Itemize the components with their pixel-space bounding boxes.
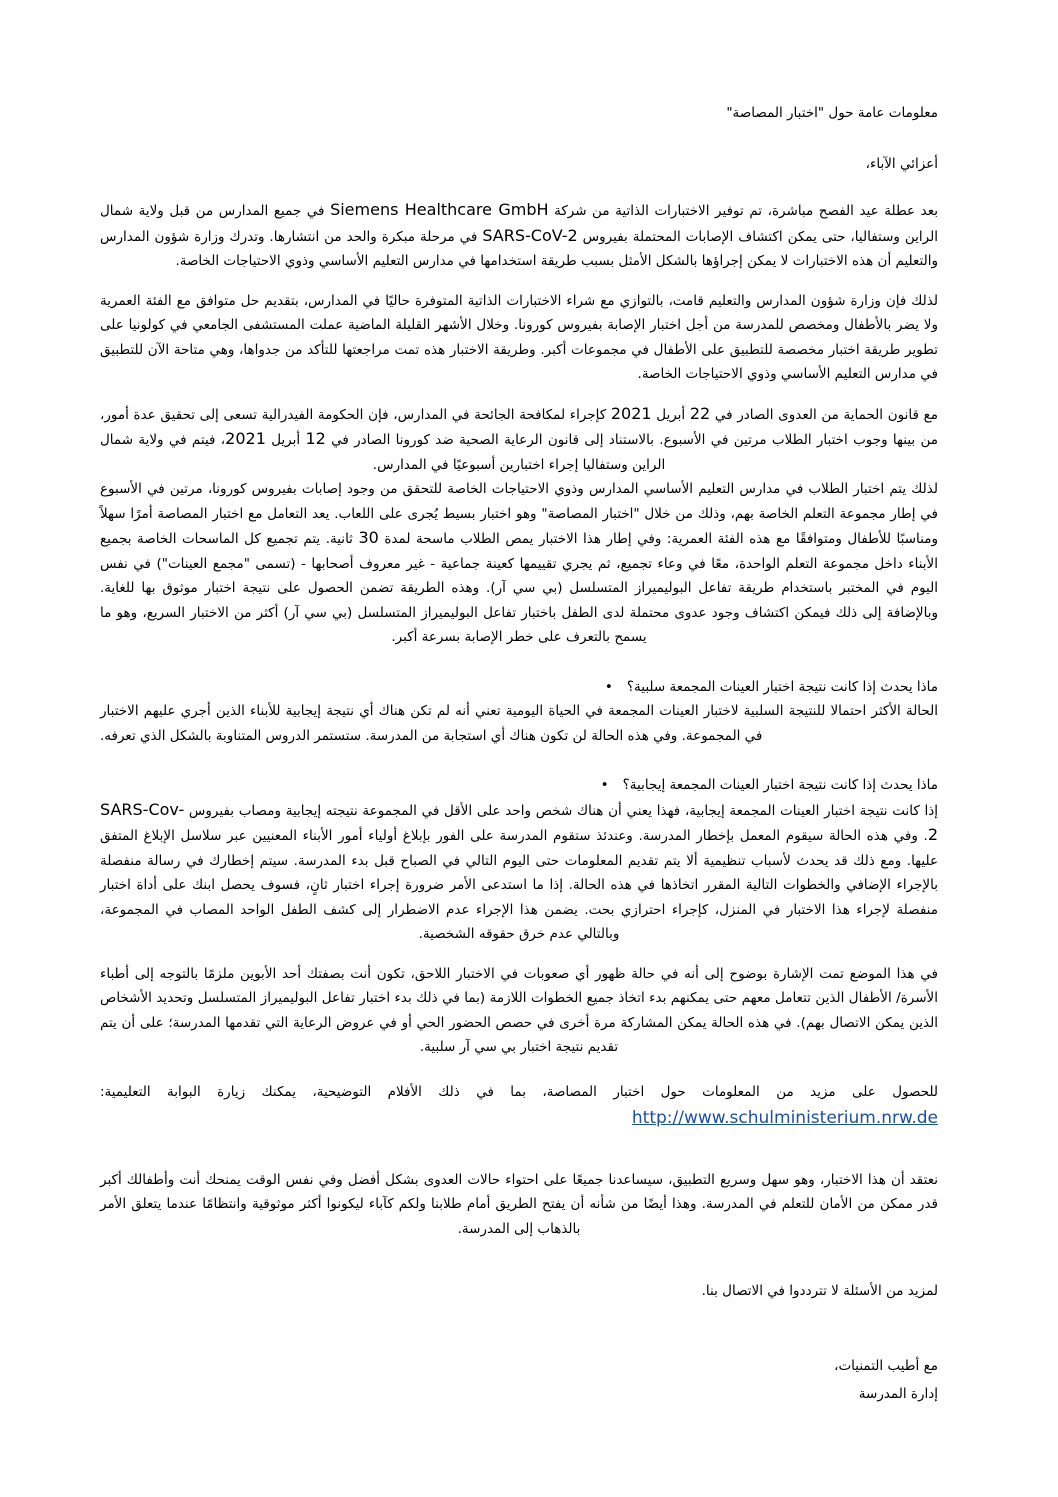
arabic-text-run: في مرحلة مبكرة والحد من انتشارها. وتدرك وزارة شؤون المدارس والتعليم أن هذه الاختبارات لا يمكن إجراؤها بالشكل الأمثل بسبب طريقة استخدامها في مدارس التعليم الأساسي وذوي الاحتياجات الخاصة. bbox=[100, 228, 938, 269]
arabic-text-run: لذلك يتم اختبار الطلاب في مدارس التعليم الأساسي المدارس وذوي الاحتياجات الخاصة للتحقق من وجود إصابات بفيروس كورونا، مرتين في الأسبوع في إطار مجموعة التعلم الخاصة بهم، وذلك من خلال "اختبار المصاصة" وهو اختبار بسيط يُجرى على اللعاب. يعد التعامل مع اختبار المصاصة أمرًا سهلاً ومناسبًا للأطفال ومتوافقًا مع هذه الفئة العمرية: وفي إطار هذا الاختبار يمص الطلاب ماسحة لمدة bbox=[100, 481, 938, 547]
paragraph-more-info: للحصول على مزيد من المعلومات حول اختبار المصاصة، بما في ذلك الأفلام التوضيحية، يمكنك زيارة البوابة التعليمية: bbox=[100, 1083, 938, 1100]
closing-line: مع أطيب التمنيات، bbox=[834, 1357, 938, 1374]
arabic-text-run: أبريل bbox=[651, 406, 690, 423]
paragraph-lollipop-method bbox=[100, 477, 938, 650]
latin-text-run: SARS-CoV-2 bbox=[482, 225, 578, 245]
paragraph-negative-answer: الحالة الأكثر احتمالا للنتيجة السلبية لاختبار العينات المجمعة في الحياة اليومية تعني أنه لم تكن هناك أي نتيجة إيجابية للأبناء الذين أجري عليهم الاختبار في المجموعة. وفي هذه الحالة لن تكون هناك أي استجابة من المدرسة. ستستمر الدروس المتناوبة بالشكل الذي تعرفه. bbox=[100, 703, 938, 744]
arabic-text-run: ثانية. يتم تجميع كل الماسحات الخاصة بجميع الأبناء داخل مجموعة التعلم الواحدة، معًا في وعاء تجميع، ثم يجري تقييمها كعينة جماعية - غير معروف أصحابها - (تسمى "مجمع العينات") في نفس اليوم في المختبر باستخدام طريقة تفاعل البوليميراز المتسلسل (بي سي آر). وهذه الطريقة تضمن الحصول على نتيجة اختبار موثوق بها للغاية. وبالإضافة إلى ذلك فيمكن اكتشاف وجود عدوى محتملة لدى الطفل باختبار تفاعل البوليميراز المتسلسل (بي سي آر) أكثر من الاختبار السريع، وهو ما يسمح بالتعرف على خطر الإصابة بسرعة أكبر. bbox=[100, 531, 938, 645]
paragraph-conclusion: نعتقد أن هذا الاختبار، وهو سهل وسريع التطبيق، سيساعدنا جميعًا على احتواء حالات العدوى بشكل أفضل وفي نفس الوقت يمنحك أنت وأطفالك أكبر قدر ممكن من الأمان للتعلم في المدرسة. وهذا أيضًا من شأنه أن يفتح الطريق أمام طلابنا ولكم كآباء ليكونوا أكثر موثوقية وانتظامًا عندما يتعلق الأمر بالذهاب إلى المدرسة. bbox=[100, 1171, 938, 1237]
latin-text-run: 30 bbox=[358, 528, 379, 547]
greeting: أعزائي الآباء، bbox=[865, 155, 938, 172]
bullet-item-positive-result bbox=[100, 773, 938, 798]
arabic-text-run: ، فيتم في ولاية شمال الراين وستفاليا إجراء اختبارين أسبوعيًا في المدارس. bbox=[100, 432, 666, 473]
arabic-text-run: إذا كانت نتيجة اختبار العينات المجمعة إيجابية، فهذا يعني أن هناك شخص واحد على الأقل في المجموعة نتيجته إيجابية ومصاب بفيروس bbox=[184, 802, 938, 819]
question-positive-result: ماذا يحدث إذا كانت نتيجة اختبار العينات المجمعة إيجابية؟ bbox=[622, 777, 938, 793]
latin-text-run: 2021 bbox=[610, 403, 652, 423]
page-title: معلومات عامة حول "اختبار المصاصة" bbox=[726, 105, 938, 121]
bullet-icon: • bbox=[604, 678, 613, 695]
arabic-text-run: أبريل bbox=[265, 432, 306, 448]
contact-line: لمزيد من الأسئلة لا تترددوا في الاتصال بنا. bbox=[701, 1283, 938, 1299]
bullet-item-negative-result bbox=[100, 675, 938, 700]
bullet-icon: • bbox=[600, 777, 609, 793]
paragraph-ministry-solution: لذلك فإن وزارة شؤون المدارس والتعليم قامت، بالتوازي مع شراء الاختبارات الذاتية المتوفرة حاليًا في المدارس، بتقديم حل متوافق مع الفئة العمرية ولا يضر بالأطفال ومخصص للمدرسة من أجل اختبار الإصابة بفيروس كورونا. وخلال الأشهر القليلة الماضية عملت المستشفى الجامعي في كولونيا على تطوير طريقة اختبار مخصصة للتطبيق على الأطفال في مجموعات أكبر. وطريقة الاختبار هذه تمت مراجعتها للتأكد من جدواها، وهي متاحة الآن للتطبيق في مدارس التعليم الأساسي وذوي الاحتياجات الخاصة. bbox=[100, 292, 938, 382]
paragraph-intro-tests bbox=[100, 198, 938, 274]
arabic-text-run: بعد عطلة عيد الفصح مباشرة، تم توفير الاختبارات الذاتية من شركة bbox=[548, 203, 939, 219]
letter-body bbox=[100, 0, 938, 1407]
latin-text-run: 12 bbox=[305, 429, 326, 448]
latin-text-run: SARS-Cov-2 bbox=[100, 799, 938, 844]
arabic-text-run: مع قانون الحماية من العدوى الصادر في bbox=[710, 406, 938, 423]
question-negative-result: ماذا يحدث إذا كانت نتيجة اختبار العينات المجمعة سلبية؟ bbox=[626, 678, 938, 695]
paragraph-positive-answer bbox=[100, 798, 938, 947]
paragraph-infection-law bbox=[100, 402, 938, 478]
latin-text-run: 2021 bbox=[225, 429, 266, 448]
latin-text-run: Siemens Healthcare GmbH bbox=[330, 200, 549, 219]
arabic-text-run: . وفي هذه الحالة سيقوم المعمل بإخطار المدرسة. وعندئذ ستقوم المدرسة على الفور بإبلاغ أولياء أمور الأبناء المعنيين عبر سلاسل الإبلاغ المتفق عليها. ومع ذلك قد يحدث لأسباب تنظيمية ألا يتم تقديم المعلومات حتى اليوم التالي في الصباح قبل بدء المدرسة. سيتم إخطارك في رسالة منفصلة بالإجراء الإضافي والخطوات التالية المقرر اتخاذها في هذه الحالة. إذا ما استدعى الأمر ضرورة إجراء اختبار ثانٍ، فسوف يحصل ابنك على أداة اختبار منفصلة لإجراء هذا الاختبار في المنزل، كإجراء احترازي بحت. يضمن هذا الإجراء عدم الاضطرار إلى كشف الطفل الواحد المصاب في المجموعة، وبالتالي عدم خرق حقوقه الشخصية. bbox=[100, 828, 938, 942]
paragraph-parent-followup: في هذا الموضع تمت الإشارة بوضوح إلى أنه في حالة ظهور أي صعوبات في الاختبار اللاحق، تكون أنت بصفتك أحد الأبوين ملزمًا بالتوجه إلى أطباء الأسرة/ الأطفال الذين تتعامل معهم حتى يمكنهم بدء اتخاذ جميع الخطوات اللازمة (بما في ذلك بدء اختبار تفاعل البوليميراز المتسلسل وتحديد الأشخاص الذين يمكن الاتصال بهم). في هذه الحالة يمكن المشاركة مرة أخرى في حصص الحضور الحي أو في عروض الرعاية التي تقدمها المدرسة؛ على أن يتم تقديم نتيجة اختبار بي سي آر سلبية. bbox=[100, 965, 938, 1055]
arabic-text-run: كإجراء لمكافحة الجائحة في المدارس، فإن الحكومة الفيدرالية تسعى إلى تحقيق عدة أمور، من بينها وجوب اختبار الطلاب مرتين في الأسبوع. بالاستناد إلى قانون الرعاية الصحية ضد كورونا الصادر في bbox=[100, 406, 938, 448]
signature-line: إدارة المدرسة bbox=[858, 1386, 938, 1402]
portal-link[interactable]: http://www.schulministerium.nrw.de bbox=[631, 1108, 938, 1128]
latin-text-run: 22 bbox=[689, 403, 711, 423]
portal-link-line bbox=[100, 1106, 938, 1132]
arabic-text-run: في جميع المدارس من قبل ولاية شمال الراين وستفاليا، حتى يمكن اكتشاف الإصابات المحتملة بفيروس bbox=[100, 203, 938, 245]
